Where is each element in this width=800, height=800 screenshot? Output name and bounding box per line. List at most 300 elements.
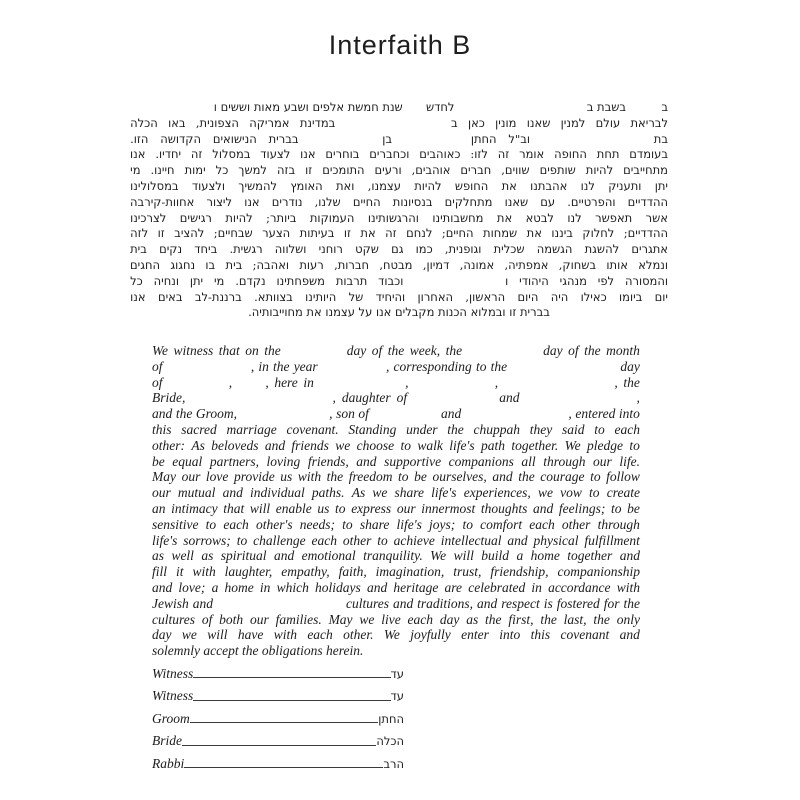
word: needs; — [299, 516, 335, 532]
word: חיינו. — [150, 163, 175, 178]
text-line — [152, 454, 640, 470]
word: and — [273, 548, 295, 564]
word: ו — [505, 273, 509, 288]
word: live — [381, 611, 401, 627]
word: שמחות — [483, 226, 518, 241]
text-line — [152, 533, 640, 549]
signature-line — [182, 745, 376, 746]
word: אנו — [300, 147, 316, 162]
word: laughter, — [224, 564, 273, 580]
word: through — [543, 453, 586, 469]
word: both — [219, 611, 244, 627]
word: הנישואים — [212, 131, 257, 146]
word: courage — [540, 469, 585, 485]
word: each — [614, 421, 640, 437]
word: להיות — [414, 178, 442, 193]
word: life. — [619, 453, 640, 469]
signature-row-groom — [152, 707, 404, 725]
word: בברית — [268, 131, 299, 146]
word: freedom — [348, 469, 393, 485]
word: enter — [461, 627, 489, 643]
signature-row-witness-1 — [152, 662, 404, 680]
word: אלפים — [312, 100, 345, 114]
word: בית — [225, 257, 243, 272]
word: enable — [275, 500, 312, 516]
word: אמפתיה, — [504, 257, 549, 272]
word: עולם — [595, 115, 621, 130]
word: and — [492, 469, 513, 485]
text-line — [130, 226, 668, 242]
word: and — [392, 595, 414, 611]
word: למשך — [238, 163, 267, 178]
word: the — [264, 343, 281, 358]
word: בוחרים — [325, 147, 360, 162]
word: ביותר; — [266, 210, 297, 225]
word: and — [507, 532, 528, 548]
word: and — [264, 437, 286, 453]
word: לבטא — [525, 210, 554, 225]
word: achieve — [393, 532, 435, 548]
text-line — [130, 290, 668, 306]
text-line — [152, 438, 640, 454]
word: into — [618, 406, 640, 422]
page-title: Interfaith B — [328, 30, 472, 60]
word: we — [372, 485, 388, 501]
signature-row-bride — [152, 730, 404, 748]
word: our — [181, 469, 201, 485]
word: החיים — [352, 194, 381, 209]
word: we — [335, 437, 351, 453]
word: to — [398, 469, 409, 485]
word: accordance — [548, 579, 611, 595]
word: שותפים — [539, 163, 576, 178]
word: בו — [205, 257, 216, 272]
word: the — [540, 611, 557, 627]
word: הצער — [262, 226, 291, 241]
word: שלנו, — [314, 194, 341, 209]
word: מי — [213, 273, 225, 288]
word: to — [335, 500, 346, 516]
word: into — [499, 627, 521, 643]
word: share — [359, 516, 390, 532]
word: כאוהבים — [419, 147, 461, 162]
word: אומר — [519, 147, 545, 162]
word: הקדושה — [160, 131, 201, 146]
text-line — [130, 163, 668, 179]
word: זו — [343, 226, 351, 241]
word: ו — [213, 100, 217, 114]
text-line — [152, 422, 640, 438]
word: the — [623, 374, 640, 390]
text-line — [130, 179, 668, 195]
text-line — [152, 643, 640, 659]
word: חברות, — [334, 257, 370, 272]
word: spiritual — [220, 548, 267, 564]
word: is — [543, 595, 553, 611]
word: with — [192, 564, 216, 580]
word: ההדדיים — [627, 194, 668, 209]
word: ואהבה; — [252, 257, 290, 272]
signature-label-en: Witness — [152, 665, 194, 681]
word: ולצעוד — [191, 178, 225, 193]
word: mutual — [177, 485, 216, 501]
word: the — [273, 358, 290, 374]
word: and — [619, 627, 640, 643]
word: the — [623, 595, 640, 611]
word: to — [475, 358, 487, 374]
word: the — [175, 406, 193, 422]
word: ונחיה — [153, 273, 179, 288]
word: אשר — [645, 210, 668, 225]
word: empathy, — [281, 564, 330, 580]
signature-line — [184, 767, 383, 768]
word: this — [530, 627, 551, 643]
word: ביננו — [551, 226, 573, 241]
word: holidays — [315, 579, 361, 595]
word: תחת — [596, 147, 620, 162]
word: מונין — [495, 115, 517, 130]
word: of — [396, 390, 408, 406]
word: כל — [215, 163, 229, 178]
word: this — [152, 421, 172, 437]
word: the — [518, 469, 535, 485]
word: sorrows; — [183, 532, 231, 548]
word: to — [589, 485, 600, 501]
word: son — [336, 406, 355, 422]
word: the — [445, 343, 463, 358]
word: החתן — [470, 131, 497, 146]
word: are — [444, 579, 463, 595]
word: it — [175, 564, 184, 580]
word: of — [152, 358, 163, 374]
word: in — [303, 374, 314, 390]
word: במסלולינו — [130, 178, 179, 193]
text-line — [130, 195, 668, 211]
signature-label-he: הכלה — [376, 734, 404, 749]
word: day — [439, 611, 460, 627]
word: אמונה, — [459, 257, 495, 272]
word: emotional — [301, 548, 356, 564]
word: celebrated — [468, 579, 526, 595]
word: fill — [152, 564, 168, 580]
word: May — [328, 611, 353, 627]
word: וגופנית, — [444, 242, 482, 257]
word: each — [223, 516, 249, 532]
word: partners, — [209, 453, 259, 469]
word: we — [359, 611, 375, 627]
word: which — [276, 579, 309, 595]
word: intellectual — [440, 532, 502, 548]
word: אנו — [130, 147, 146, 162]
word: and — [532, 500, 554, 516]
word: היום — [517, 289, 539, 304]
word: שקט — [355, 242, 379, 257]
word: בית — [130, 242, 147, 257]
word: שווים, — [501, 163, 530, 178]
word: our — [593, 453, 612, 469]
word: לחלוק — [582, 226, 615, 241]
word: וב"ל — [508, 131, 531, 146]
word: beloveds — [211, 437, 259, 453]
word: יום — [654, 289, 668, 304]
word: joys; — [429, 516, 456, 532]
word: רגישים — [179, 210, 212, 225]
word: החגים — [130, 257, 161, 272]
word: זה — [497, 147, 510, 162]
word: הזו. — [130, 131, 149, 146]
word: אתגרים — [631, 242, 668, 257]
word: we — [181, 627, 197, 643]
word: innermost — [421, 500, 476, 516]
word: , — [265, 374, 269, 390]
word: As — [351, 485, 366, 501]
word: מתחלקים — [444, 194, 493, 209]
word: מאות — [253, 100, 281, 114]
word: loving — [266, 453, 301, 469]
word: עם — [540, 194, 556, 209]
word: העמוקות — [309, 210, 355, 225]
word: express — [351, 500, 392, 516]
word: thoughts — [480, 500, 528, 516]
word: first, — [508, 611, 534, 627]
word: provide — [233, 469, 275, 485]
text-line — [152, 390, 640, 406]
word: תרבות — [335, 273, 368, 288]
word: מחשבותינו — [432, 210, 484, 225]
word: לצעוד — [260, 147, 291, 162]
word: כל — [130, 273, 143, 288]
word: in — [258, 358, 269, 374]
word: שאנו — [504, 194, 529, 209]
word: ביומו — [619, 289, 643, 304]
word: with — [616, 579, 640, 595]
word: here — [274, 374, 298, 390]
word: an — [152, 500, 166, 516]
word: להיות — [585, 163, 614, 178]
word: chuppah — [473, 421, 521, 437]
word: month — [606, 343, 640, 358]
word: האומץ — [290, 178, 323, 193]
word: fulfillment — [584, 532, 640, 548]
word: other — [342, 532, 372, 548]
word: משפחתינו — [276, 273, 325, 288]
word: the — [490, 358, 508, 374]
word: רוחני — [318, 242, 343, 257]
word: , — [494, 374, 499, 390]
word: day — [346, 343, 367, 358]
word: וכחברים — [369, 147, 410, 162]
word: , — [636, 390, 640, 406]
word: נחגוג — [170, 257, 196, 272]
word: other: — [152, 437, 185, 453]
word: each — [311, 532, 337, 548]
word: לנו — [580, 178, 595, 193]
word: us — [317, 500, 330, 516]
word: sacred — [181, 421, 217, 437]
word: , — [568, 406, 572, 422]
word: לבריאת — [630, 115, 668, 130]
word: cultures — [345, 595, 389, 611]
word: and — [619, 548, 640, 564]
word: and — [356, 453, 377, 469]
word: path — [481, 437, 506, 453]
signature-label-en: Groom — [152, 710, 190, 726]
word: We — [383, 627, 400, 643]
word: day — [152, 627, 172, 643]
word: a — [516, 548, 524, 564]
word: families. — [275, 611, 322, 627]
word: to — [236, 532, 248, 548]
text-line — [152, 343, 640, 359]
word: the — [584, 343, 601, 358]
signature-row-rabbi — [152, 752, 404, 770]
text-line — [130, 258, 668, 274]
word: to — [342, 516, 353, 532]
word: experiences, — [463, 485, 531, 501]
word: with — [273, 627, 297, 643]
word: As — [191, 437, 205, 453]
word: ourselves, — [432, 469, 487, 485]
word: במדינת — [299, 115, 336, 130]
word: היותינו — [305, 289, 337, 304]
word: to — [594, 421, 605, 437]
word: home — [224, 579, 254, 595]
word: said — [562, 421, 585, 437]
text-run: בברית זו ובמלוא הכנות מקבלים אנו על עצמנו את מחוייבותיה. — [248, 305, 550, 320]
word: נקדם. — [235, 273, 266, 288]
word: supportive — [384, 453, 442, 469]
word: each — [307, 627, 333, 643]
word: and — [477, 595, 498, 611]
word: חברים — [460, 163, 492, 178]
word: of — [152, 374, 163, 390]
word: for — [603, 595, 620, 611]
word: , — [405, 374, 409, 390]
word: בן — [382, 131, 393, 146]
word: to — [462, 516, 473, 532]
word: daughter — [341, 390, 391, 406]
word: לנחם — [406, 226, 433, 241]
word: בצוותא. — [254, 289, 293, 304]
text-line — [130, 274, 668, 290]
word: tranquility. — [363, 548, 423, 564]
word: traditions, — [417, 595, 474, 611]
word: will — [453, 548, 474, 564]
word: החיים; — [441, 226, 474, 241]
text-line — [130, 242, 668, 258]
signature-row-witness-2 — [152, 685, 404, 703]
word: בעומדם — [629, 147, 668, 162]
word: מתחייבים — [623, 163, 668, 178]
word: of — [358, 406, 369, 422]
word: as — [466, 611, 479, 627]
word: כמו — [415, 242, 433, 257]
word: love; — [178, 579, 206, 595]
word: ותעניק — [608, 178, 642, 193]
word: תאפשר — [595, 210, 633, 225]
text-line — [152, 596, 640, 612]
word: and — [441, 406, 462, 422]
word: witness — [173, 343, 214, 358]
word: intimacy — [171, 500, 218, 516]
word: week, — [409, 343, 441, 358]
word: באו — [168, 115, 186, 130]
word: as — [201, 548, 214, 564]
word: ושלווה — [274, 242, 307, 257]
word: last, — [563, 611, 587, 627]
word: companions — [448, 453, 514, 469]
word: physical — [533, 532, 579, 548]
word: trust, — [453, 564, 482, 580]
word: to — [590, 469, 601, 485]
word: זה — [385, 226, 397, 241]
word: במסלול — [212, 147, 251, 162]
word: through — [597, 516, 640, 532]
word: היה — [550, 289, 569, 304]
word: create — [606, 485, 640, 501]
word: with — [297, 469, 322, 485]
word: We — [430, 548, 447, 564]
text-line — [152, 580, 640, 596]
word: היהודי — [519, 273, 549, 288]
word: our — [152, 485, 171, 501]
word: be — [152, 453, 165, 469]
word: our — [250, 611, 269, 627]
word: our — [396, 500, 416, 516]
text-line — [130, 305, 668, 321]
word: החופש — [454, 178, 489, 193]
word: walk — [417, 437, 443, 453]
word: love — [205, 469, 229, 485]
word: life's — [152, 532, 178, 548]
word: us — [280, 469, 293, 485]
text-run: solemnly accept the obligations herein. — [152, 643, 364, 659]
word: חמשת — [347, 100, 379, 114]
word: well — [171, 548, 194, 564]
word: שנת — [382, 100, 403, 114]
word: the — [485, 611, 502, 627]
word: companionship — [557, 564, 640, 580]
word: life's — [396, 516, 422, 532]
word: will — [207, 627, 228, 643]
word: to — [377, 532, 388, 548]
word: לפי — [597, 273, 615, 288]
word: have — [237, 627, 264, 643]
word: להמשיך — [238, 178, 278, 193]
word: רגשית. — [229, 242, 263, 257]
word: build — [481, 548, 510, 564]
word: , — [614, 374, 618, 390]
word: other. — [343, 627, 374, 643]
word: paths. — [311, 485, 345, 501]
word: cultures — [152, 611, 195, 627]
word: fostered — [556, 595, 600, 611]
word: only — [616, 611, 640, 627]
word: that — [223, 500, 245, 516]
word: לצרכינו — [130, 210, 167, 225]
word: למנין — [560, 115, 586, 130]
word: והרגשותינו — [367, 210, 419, 225]
signature-label-en: Bride — [152, 733, 182, 749]
word: אוהבים, — [411, 163, 451, 178]
word: be — [627, 500, 640, 516]
signature-line — [193, 700, 390, 701]
signature-line — [193, 677, 390, 678]
signature-label-en: Rabbi — [152, 755, 185, 771]
word: individual — [250, 485, 305, 501]
word: ואת — [336, 178, 355, 193]
word: של — [348, 289, 364, 304]
